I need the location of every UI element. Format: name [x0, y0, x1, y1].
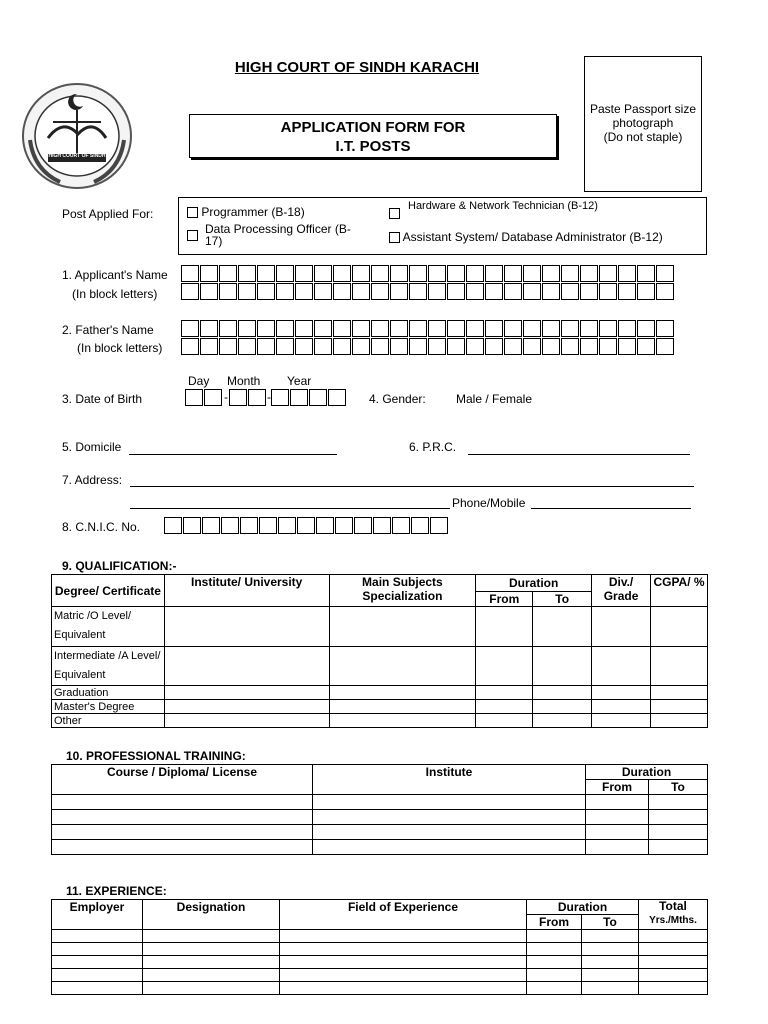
letter-box[interactable]: [618, 283, 636, 300]
letter-box[interactable]: [447, 283, 465, 300]
letter-box[interactable]: [314, 283, 332, 300]
letter-box[interactable]: [466, 283, 484, 300]
dob-separator: -: [267, 390, 271, 404]
col-from: From: [527, 915, 582, 930]
option-label: Programmer (B-18): [201, 205, 305, 219]
letter-box[interactable]: [430, 517, 448, 534]
court-seal: [18, 80, 136, 192]
letter-box[interactable]: [392, 517, 410, 534]
letter-box[interactable]: [637, 283, 655, 300]
letter-box[interactable]: [618, 320, 636, 337]
letter-box[interactable]: [656, 338, 674, 355]
letter-box[interactable]: [390, 283, 408, 300]
col-total-label: Total: [659, 899, 687, 913]
table-row[interactable]: [52, 943, 708, 956]
letter-box[interactable]: [309, 389, 327, 406]
letter-box[interactable]: [316, 517, 334, 534]
letter-box[interactable]: [447, 265, 465, 282]
letter-box[interactable]: [278, 517, 296, 534]
letter-box[interactable]: [314, 265, 332, 282]
applicant-name-boxes-row2[interactable]: [181, 283, 675, 300]
form-title-box: [189, 114, 557, 158]
address-input-line1[interactable]: [130, 486, 694, 487]
letter-box[interactable]: [200, 338, 218, 355]
letter-box[interactable]: [580, 320, 598, 337]
letter-box[interactable]: [352, 320, 370, 337]
table-row: [52, 700, 708, 714]
table-row[interactable]: [52, 982, 708, 995]
col-degree: Degree/ Certificate: [52, 575, 165, 607]
letter-box[interactable]: [504, 265, 522, 282]
checkbox[interactable]: [187, 230, 198, 241]
letter-box[interactable]: [599, 320, 617, 337]
letter-box[interactable]: [485, 265, 503, 282]
col-div: Div./ Grade: [592, 575, 651, 607]
col-designation: Designation: [143, 900, 280, 930]
applicant-name-sub: (In block letters): [72, 287, 158, 301]
letter-box[interactable]: [428, 283, 446, 300]
letter-box[interactable]: [411, 517, 429, 534]
court-name: HIGH COURT OF SINDH KARACHI: [234, 59, 480, 76]
dob-separator: -: [224, 390, 228, 404]
table-row: [52, 647, 708, 686]
letter-box[interactable]: [219, 265, 237, 282]
letter-box[interactable]: [485, 320, 503, 337]
letter-box[interactable]: [200, 283, 218, 300]
phone-label: Phone/Mobile: [452, 496, 526, 510]
letter-box[interactable]: [290, 389, 308, 406]
letter-box[interactable]: [335, 517, 353, 534]
letter-box[interactable]: [352, 265, 370, 282]
letter-box[interactable]: [276, 283, 294, 300]
father-name-boxes-row2[interactable]: [181, 338, 675, 355]
letter-box[interactable]: [238, 320, 256, 337]
letter-box[interactable]: [276, 320, 294, 337]
letter-box[interactable]: [428, 265, 446, 282]
letter-box[interactable]: [333, 265, 351, 282]
letter-box[interactable]: [373, 517, 391, 534]
letter-box[interactable]: [221, 517, 239, 534]
letter-box[interactable]: [466, 320, 484, 337]
applicant-name-label: 1. Applicant's Name: [62, 268, 168, 282]
letter-box[interactable]: [485, 338, 503, 355]
letter-box[interactable]: [238, 283, 256, 300]
letter-box[interactable]: [542, 283, 560, 300]
prc-input[interactable]: [468, 454, 690, 455]
letter-box[interactable]: [466, 338, 484, 355]
letter-box[interactable]: [542, 320, 560, 337]
letter-box[interactable]: [523, 265, 541, 282]
table-row[interactable]: [52, 930, 708, 943]
experience-table: [51, 899, 708, 995]
letter-box[interactable]: [561, 320, 579, 337]
letter-box[interactable]: [561, 338, 579, 355]
phone-input[interactable]: [531, 508, 691, 509]
dob-month-boxes[interactable]: [229, 389, 267, 406]
letter-box[interactable]: [371, 338, 389, 355]
dob-month-label: Month: [227, 374, 261, 388]
seal-text: HIGH COURT OF SINDH: [48, 153, 106, 159]
letter-box[interactable]: [580, 265, 598, 282]
letter-box[interactable]: [204, 389, 222, 406]
photo-line1: Paste Passport size: [589, 102, 697, 116]
father-name-boxes-row1[interactable]: [181, 320, 675, 337]
letter-box[interactable]: [523, 338, 541, 355]
letter-box[interactable]: [447, 320, 465, 337]
father-name-sub: (In block letters): [77, 341, 163, 355]
dob-label: 3. Date of Birth: [62, 392, 143, 406]
letter-box[interactable]: [656, 265, 674, 282]
letter-box[interactable]: [561, 283, 579, 300]
col-employer: Employer: [52, 900, 143, 930]
letter-box[interactable]: [618, 265, 636, 282]
col-course: Course / Diploma/ License: [52, 765, 313, 795]
letter-box[interactable]: [466, 265, 484, 282]
letter-box[interactable]: [200, 320, 218, 337]
letter-box[interactable]: [238, 265, 256, 282]
letter-box[interactable]: [295, 283, 313, 300]
letter-box[interactable]: [599, 338, 617, 355]
letter-box[interactable]: [428, 320, 446, 337]
letter-box[interactable]: [185, 389, 203, 406]
letter-box[interactable]: [523, 320, 541, 337]
father-name-label: 2. Father's Name: [62, 323, 154, 337]
letter-box[interactable]: [183, 517, 201, 534]
letter-box[interactable]: [637, 320, 655, 337]
photo-line2: photograph: [612, 116, 674, 130]
col-duration: Duration: [527, 900, 639, 915]
letter-box[interactable]: [390, 320, 408, 337]
col-from: From: [586, 780, 649, 795]
letter-box[interactable]: [409, 283, 427, 300]
col-duration: Duration: [586, 765, 708, 780]
letter-box[interactable]: [352, 283, 370, 300]
row-label: Graduation: [52, 686, 165, 700]
col-field: Field of Experience: [280, 900, 527, 930]
letter-box[interactable]: [637, 265, 655, 282]
cnic-label: 8. C.N.I.C. No.: [62, 520, 141, 534]
letter-box[interactable]: [333, 283, 351, 300]
table-row: [52, 607, 708, 647]
form-title-line1: APPLICATION FORM FOR: [280, 119, 466, 136]
letter-box[interactable]: [295, 265, 313, 282]
post-option-programmer[interactable]: [187, 205, 305, 219]
letter-box[interactable]: [333, 320, 351, 337]
letter-box[interactable]: [428, 338, 446, 355]
letter-box[interactable]: [409, 338, 427, 355]
table-row[interactable]: [52, 825, 708, 840]
letter-box[interactable]: [181, 265, 199, 282]
row-label: Matric /O Level/ Equivalent: [52, 607, 165, 647]
checkbox[interactable]: [389, 232, 400, 243]
letter-box[interactable]: [352, 338, 370, 355]
table-row: [52, 686, 708, 700]
checkbox[interactable]: [389, 208, 400, 219]
col-duration: Duration: [476, 575, 592, 592]
letter-box[interactable]: [599, 283, 617, 300]
col-from: From: [476, 592, 533, 607]
letter-box[interactable]: [297, 517, 315, 534]
form-title-line2: I.T. POSTS: [335, 138, 411, 155]
domicile-label: 5. Domicile: [62, 440, 122, 454]
letter-box[interactable]: [637, 338, 655, 355]
letter-box[interactable]: [328, 389, 346, 406]
letter-box[interactable]: [447, 338, 465, 355]
address-label: 7. Address:: [62, 473, 123, 487]
letter-box[interactable]: [271, 389, 289, 406]
letter-box[interactable]: [371, 283, 389, 300]
letter-box[interactable]: [599, 265, 617, 282]
col-total: [639, 900, 708, 930]
table-row[interactable]: [52, 840, 708, 855]
col-to: To: [649, 780, 708, 795]
photo-line3: (Do not staple): [603, 130, 683, 144]
letter-box[interactable]: [240, 517, 258, 534]
col-to: To: [582, 915, 639, 930]
post-option-data-processing[interactable]: [187, 223, 367, 249]
checkbox[interactable]: [187, 207, 198, 218]
letter-box[interactable]: [314, 320, 332, 337]
letter-box[interactable]: [259, 517, 277, 534]
letter-box[interactable]: [229, 389, 247, 406]
prc-label: 6. P.R.C.: [409, 440, 457, 454]
dob-year-label: Year: [287, 374, 312, 388]
letter-box[interactable]: [371, 320, 389, 337]
col-subjects: Main Subjects Specialization: [329, 575, 476, 607]
letter-box[interactable]: [656, 320, 674, 337]
letter-box[interactable]: [276, 338, 294, 355]
letter-box[interactable]: [504, 320, 522, 337]
gender-value[interactable]: Male / Female: [456, 392, 533, 406]
post-option-dba[interactable]: [389, 230, 663, 244]
letter-box[interactable]: [561, 265, 579, 282]
col-to: To: [533, 592, 592, 607]
letter-box[interactable]: [257, 320, 275, 337]
address-input-line2[interactable]: [130, 508, 450, 509]
letter-box[interactable]: [200, 265, 218, 282]
experience-heading: 11. EXPERIENCE:: [66, 884, 167, 898]
letter-box[interactable]: [257, 265, 275, 282]
post-option-hardware[interactable]: [389, 200, 619, 222]
domicile-input[interactable]: [129, 454, 337, 455]
table-row[interactable]: [52, 795, 708, 810]
qualification-table: [51, 574, 708, 728]
col-institute: Institute: [313, 765, 586, 795]
letter-box[interactable]: [219, 338, 237, 355]
letter-box[interactable]: [295, 320, 313, 337]
letter-box[interactable]: [181, 320, 199, 337]
letter-box[interactable]: [409, 265, 427, 282]
letter-box[interactable]: [618, 338, 636, 355]
letter-box[interactable]: [238, 338, 256, 355]
gender-label: 4. Gender:: [369, 392, 426, 406]
row-label: Other: [52, 714, 165, 728]
letter-box[interactable]: [333, 338, 351, 355]
letter-box[interactable]: [580, 283, 598, 300]
training-heading: 10. PROFESSIONAL TRAINING:: [66, 749, 246, 763]
applicant-name-boxes-row1[interactable]: [181, 265, 675, 282]
row-label: Master's Degree: [52, 700, 165, 714]
letter-box[interactable]: [504, 283, 522, 300]
letter-box[interactable]: [257, 338, 275, 355]
table-row[interactable]: [52, 810, 708, 825]
option-label: Hardware & Network Technician (B-12): [408, 200, 598, 212]
letter-box[interactable]: [542, 265, 560, 282]
letter-box[interactable]: [523, 283, 541, 300]
letter-box[interactable]: [409, 320, 427, 337]
photo-box[interactable]: [584, 56, 702, 192]
col-institute: Institute/ University: [164, 575, 329, 607]
dob-day-label: Day: [188, 374, 210, 388]
letter-box[interactable]: [202, 517, 220, 534]
table-row: [52, 714, 708, 728]
letter-box[interactable]: [580, 338, 598, 355]
table-row[interactable]: [52, 956, 708, 969]
letter-box[interactable]: [295, 338, 313, 355]
letter-box[interactable]: [485, 283, 503, 300]
letter-box[interactable]: [164, 517, 182, 534]
letter-box[interactable]: [257, 283, 275, 300]
letter-box[interactable]: [219, 283, 237, 300]
letter-box[interactable]: [314, 338, 332, 355]
letter-box[interactable]: [276, 265, 294, 282]
table-row[interactable]: [52, 969, 708, 982]
dob-year-boxes[interactable]: [271, 389, 347, 406]
letter-box[interactable]: [390, 338, 408, 355]
letter-box[interactable]: [656, 283, 674, 300]
letter-box[interactable]: [390, 265, 408, 282]
qualification-heading: 9. QUALIFICATION:-: [62, 559, 177, 573]
dob-day-boxes[interactable]: [185, 389, 223, 406]
option-label: Assistant System/ Database Administrator (B-12): [402, 230, 663, 244]
col-total-sub: Yrs./Mths.: [649, 915, 697, 926]
letter-box[interactable]: [354, 517, 372, 534]
option-label: Data Processing Officer (B-17): [205, 223, 351, 248]
training-table: [51, 764, 708, 855]
letter-box[interactable]: [542, 338, 560, 355]
letter-box[interactable]: [219, 320, 237, 337]
letter-box[interactable]: [248, 389, 266, 406]
letter-box[interactable]: [371, 265, 389, 282]
col-cgpa: CGPA/ %: [651, 575, 708, 607]
letter-box[interactable]: [181, 338, 199, 355]
row-label: Intermediate /A Level/ Equivalent: [52, 647, 165, 686]
letter-box[interactable]: [504, 338, 522, 355]
letter-box[interactable]: [181, 283, 199, 300]
cnic-boxes[interactable]: [164, 517, 449, 534]
post-applied-label: Post Applied For:: [62, 207, 154, 221]
